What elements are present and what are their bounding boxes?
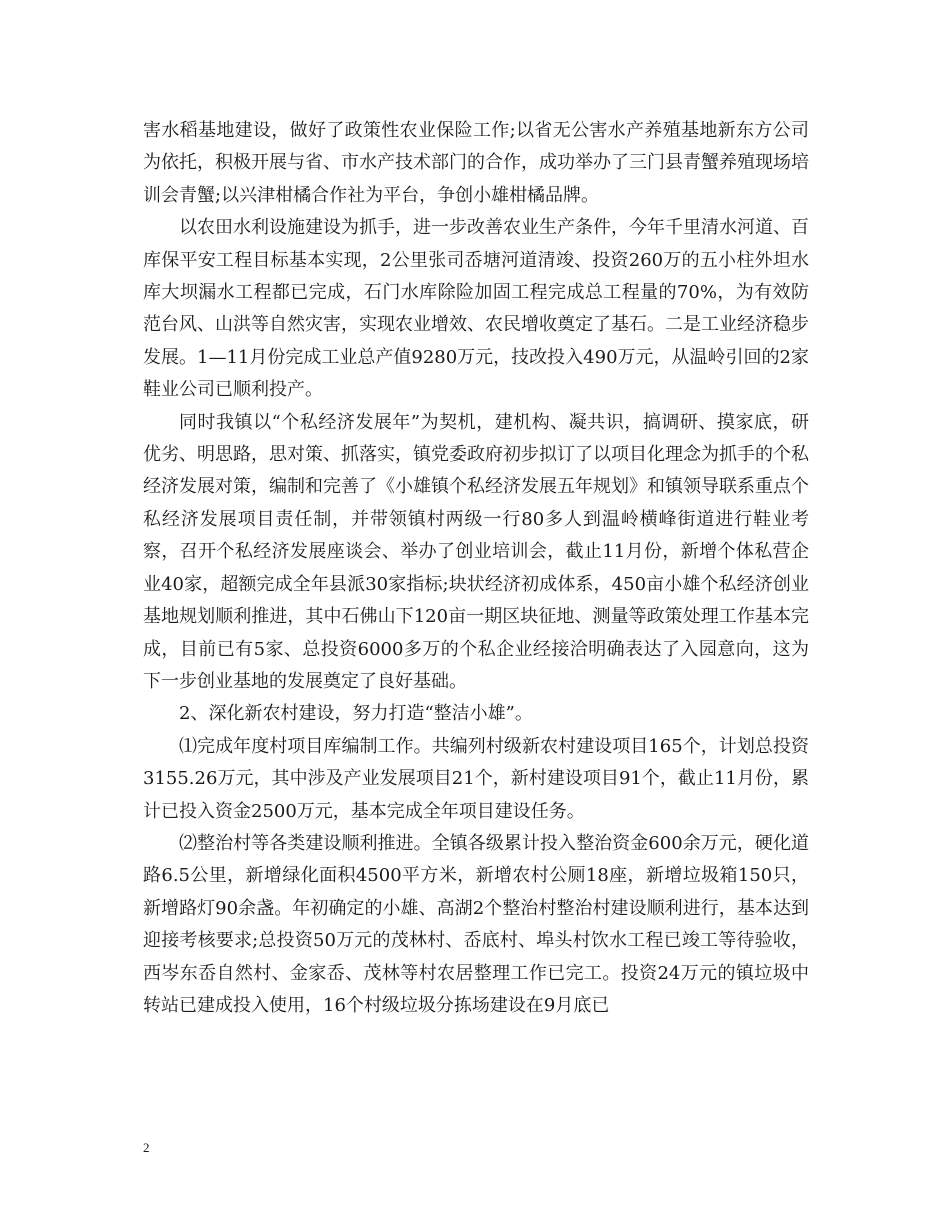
paragraph-4: 2、深化新农村建设，努力打造“整洁小雄”。 <box>179 703 533 725</box>
paragraph-6: ⑵整治村等各类建设顺利推进。全镇各级累计投入整治资金600余万元，硬化道路6.5公里，新增绿化面积4500平方米，新增农村公厕18座，新增垃圾箱150只，新增路灯90余盏。年初确定的小雄、高湖2个整治村整治村建设顺利进行，基本达到迎接考核要求;总投资50万元的茂林村、岙底村、埠头村饮水工程已竣工等待验收，西岑东岙自然村、金家岙、茂林等村农居整理工作已完工。投资24万元的镇垃圾中转站已建成投入使用，16个村级垃圾分拣场建设在9月底已 <box>143 832 809 1016</box>
paragraph-2: 以农田水利设施建设为抓手，进一步改善农业生产条件，今年千里清水河道、百库保平安工程目标基本实现，2公里张司岙塘河道清竣、投资260万的五小柱外坦水库大坝漏水工程都已完成，石门水库除险加固工程完成总工程量的70%，为有效防范台风、山洪等自然灾害，实现农业增效、农民增收奠定了基石。二是工业经济稳步发展。1—11月份完成工业总产值9280万元，技改投入490万元，从温岭引回的2家鞋业公司已顺利投产。 <box>143 217 809 401</box>
paragraph-3: 同时我镇以“个私经济发展年”为契机，建机构、凝共识，搞调研、摸家底，研优劣、明思路，思对策、抓落实，镇党委政府初步拟订了以项目化理念为抓手的个私经济发展对策，编制和完善了《小雄镇个私经济发展五年规划》和镇领导联系重点个私经济发展项目责任制，并带领镇村两级一行80多人到温岭横峰街道进行鞋业考察，召开个私经济发展座谈会、举办了创业培训会，截止11月份，新增个体私营企业40家，超额完成全年县派30家指标;块状经济初成体系，450亩小雄个私经济创业基地规划顺利推进，其中石佛山下120亩一期区块征地、测量等政策处理工作基本完成，目前已有5家、总投资6000多万的个私企业经接洽明确表达了入园意向，这为下一步创业基地的发展奠定了良好基础。 <box>143 411 809 692</box>
paragraph-1: 害水稻基地建设，做好了政策性农业保险工作;以省无公害水产养殖基地新东方公司为依托，积极开展与省、市水产技术部门的合作，成功举办了三门县青蟹养殖现场培训会青蟹;以兴津柑橘合作社为平台，争创小雄柑橘品牌。 <box>143 120 809 206</box>
page-number: 2 <box>143 1140 150 1155</box>
paragraph-5: ⑴完成年度村项目库编制工作。共编列村级新农村建设项目165个，计划总投资3155.26万元，其中涉及产业发展项目21个，新村建设项目91个，截止11月份，累计已投入资金2500万元，基本完成全年项目建设任务。 <box>143 735 809 822</box>
document-body <box>143 115 809 1022</box>
